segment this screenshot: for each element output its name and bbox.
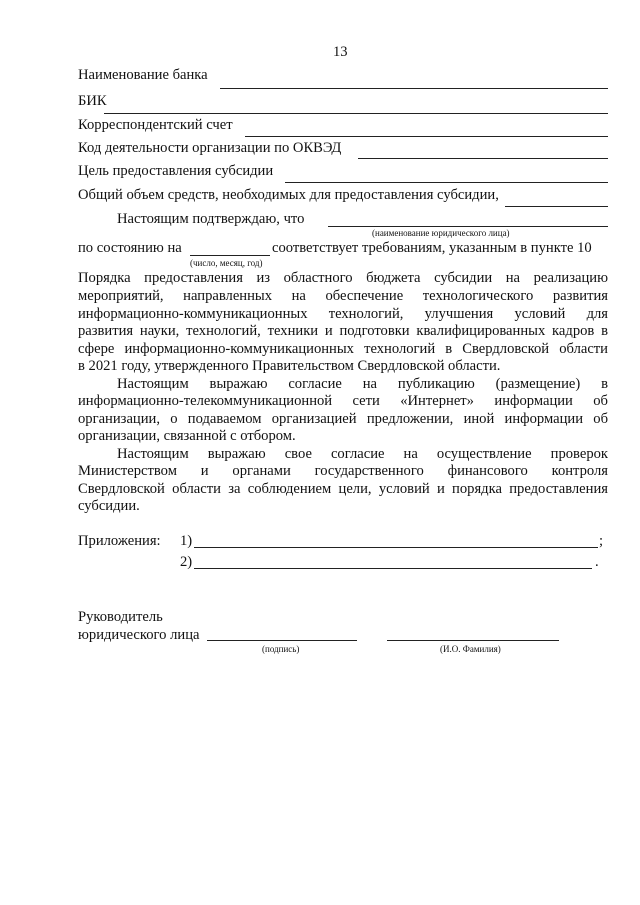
confirm-last-line: в 2021 году, утвержденного Правительством Свердловской области.: [78, 358, 501, 374]
confirm-lead: Настоящим подтверждаю, что: [117, 211, 305, 227]
bik-label: БИК: [78, 93, 107, 109]
purpose-label: Цель предоставления субсидии: [78, 163, 274, 179]
corr-account-label: Корреспондентский счет: [78, 117, 233, 133]
bank-name-label: Наименование банка: [78, 67, 208, 83]
purpose-line[interactable]: [285, 182, 608, 183]
confirm-line-1: Порядка предоставления из областного бюджета субсидии на реализацию: [78, 270, 608, 286]
page-number: 13: [333, 44, 348, 60]
publication-line-1: Настоящим выражаю согласие на публикацию (размещение) в: [117, 376, 608, 392]
signature-line[interactable]: [207, 640, 357, 641]
full-name-line[interactable]: [387, 640, 559, 641]
total-funds-label: Общий объем средств, необходимых для предоставления субсидии,: [78, 187, 499, 203]
audit-line-2: Министерством и органами государственного финансового контроля: [78, 463, 608, 479]
okved-line[interactable]: [358, 158, 608, 159]
audit-line-3: Свердловской области за соблюдением цели, условий и порядка предоставления: [78, 481, 608, 497]
signature-caption: (подпись): [262, 644, 300, 654]
confirm-line-3: информационно-коммуникационных технологий, улучшения условий для: [78, 306, 608, 322]
publication-line-3: организации, о подаваемом организацией предложении, иной информации об: [78, 411, 608, 427]
attachments-label: Приложения:: [78, 533, 161, 549]
as-of-label: по состоянию на: [78, 240, 182, 256]
attachment-1-line[interactable]: [194, 547, 598, 548]
okved-label: Код деятельности организации по ОКВЭД: [78, 140, 342, 156]
attachment-2-line[interactable]: [194, 568, 592, 569]
attachment-1-number: 1): [180, 533, 193, 549]
audit-last-line: субсидии.: [78, 498, 140, 514]
bank-name-line[interactable]: [220, 88, 608, 89]
confirm-line-2: мероприятий, направленных на обеспечение технологического развития: [78, 288, 608, 304]
date-line[interactable]: [190, 255, 270, 256]
publication-line-2: информационно-телекоммуникационной сети «Интернет» информации об: [78, 393, 608, 409]
publication-last-line: организации, связанной с отбором.: [78, 428, 296, 444]
attachment-1-end: ;: [599, 533, 604, 549]
conforms-text: соответствует требованиям, указанным в пункте 10: [272, 240, 592, 256]
entity-caption: (наименование юридического лица): [372, 228, 510, 238]
entity-name-line[interactable]: [328, 226, 608, 227]
confirm-line-4: развития науки, технологий, техники и подготовки квалифицированных кадров в: [78, 323, 608, 339]
bik-line[interactable]: [104, 113, 608, 114]
confirm-line-5: сфере информационно-коммуникационных технологий в Свердловской области: [78, 341, 608, 357]
attachment-2-number: 2): [180, 554, 193, 570]
date-caption: (число, месяц, год): [190, 258, 263, 268]
signatory-role-line1: Руководитель: [78, 609, 163, 625]
corr-account-line[interactable]: [245, 136, 608, 137]
signatory-role-line2: юридического лица: [78, 627, 200, 643]
audit-line-1: Настоящим выражаю свое согласие на осуществление проверок: [117, 446, 608, 462]
full-name-caption: (И.О. Фамилия): [440, 644, 501, 654]
attachment-2-end: .: [595, 554, 599, 570]
total-funds-line[interactable]: [505, 206, 608, 207]
